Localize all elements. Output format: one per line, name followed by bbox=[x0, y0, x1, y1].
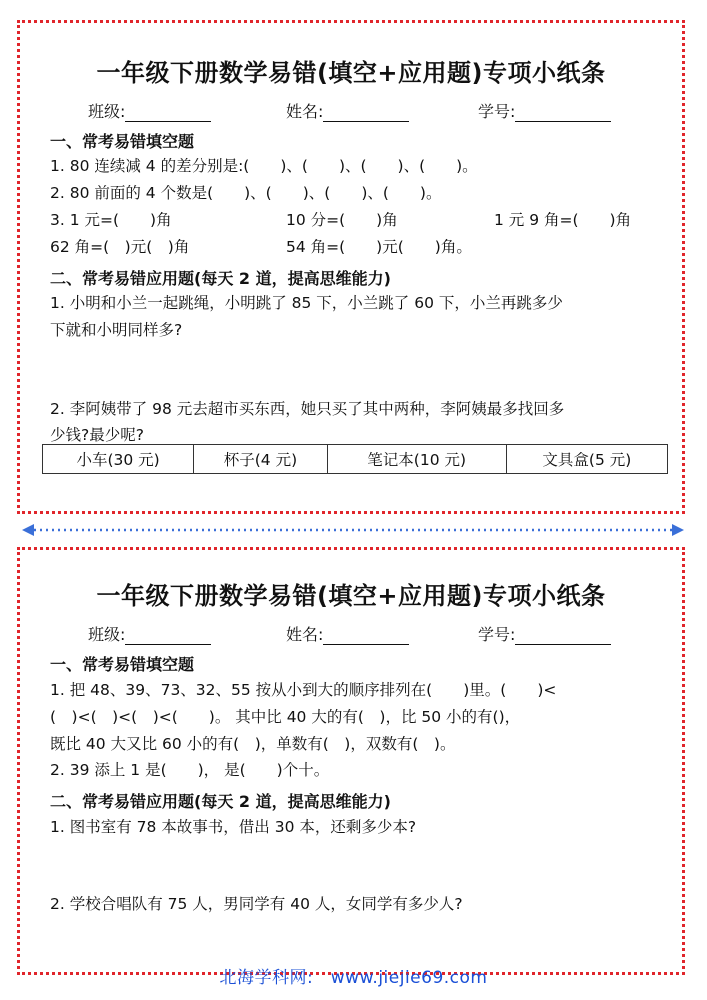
name-blank[interactable] bbox=[323, 105, 409, 122]
question-1: 1. 80 连续减 4 的差分别是:( )、( )、( )、( )。 bbox=[50, 157, 478, 175]
left-arrow-icon bbox=[22, 524, 34, 536]
word-problem-2-line-1: 2. 李阿姨带了 98 元去超市买东西，她只买了其中两种，李阿姨最多找回多 bbox=[50, 400, 565, 418]
question-3b: 10 分=( )角 bbox=[286, 211, 398, 229]
section-fill-in-heading: 一、常考易错填空题 bbox=[50, 132, 195, 151]
class-blank[interactable] bbox=[125, 105, 211, 122]
right-arrow-icon bbox=[672, 524, 684, 536]
question-1-line-2: ( )<( )<( )<( )。 其中比 40 大的有( )，比 50 小的有()， bbox=[50, 708, 521, 726]
class-label: 班级: bbox=[88, 102, 126, 121]
id-label: 学号: bbox=[478, 625, 516, 644]
table-row bbox=[43, 445, 668, 474]
worksheet-title: 一年级下册数学易错(填空+应用题)专项小纸条 bbox=[96, 59, 606, 87]
section-word-problems-heading: 二、常考易错应用题(每天 2 道，提高思维能力) bbox=[50, 269, 391, 288]
word-problem-1-line-1: 1. 小明和小兰一起跳绳，小明跳了 85 下，小兰跳了 60 下，小兰再跳多少 bbox=[50, 294, 563, 312]
name-blank[interactable] bbox=[323, 628, 409, 645]
name-field[interactable] bbox=[286, 99, 409, 122]
price-cell-notebook: 笔记本(10 元) bbox=[327, 445, 506, 474]
price-cell-pencil-box: 文具盒(5 元) bbox=[506, 445, 667, 474]
question-3c: 1 元 9 角=( )角 bbox=[494, 211, 632, 229]
price-cell-car: 小车(30 元) bbox=[43, 445, 194, 474]
class-field[interactable] bbox=[88, 622, 211, 645]
name-label: 姓名: bbox=[286, 102, 324, 121]
id-field[interactable] bbox=[478, 622, 611, 645]
name-label: 姓名: bbox=[286, 625, 324, 644]
worksheet-title: 一年级下册数学易错(填空+应用题)专项小纸条 bbox=[96, 582, 606, 610]
class-blank[interactable] bbox=[125, 628, 211, 645]
name-field[interactable] bbox=[286, 622, 409, 645]
question-1-line-3: 既比 40 大又比 60 小的有( )，单数有( )，双数有( )。 bbox=[50, 735, 456, 753]
question-2: 2. 39 添上 1 是( )， 是( )个十。 bbox=[50, 761, 330, 779]
class-field[interactable] bbox=[88, 99, 211, 122]
id-blank[interactable] bbox=[515, 105, 611, 122]
question-3d: 62 角=( )元( )角 bbox=[50, 238, 190, 256]
class-label: 班级: bbox=[88, 625, 126, 644]
footer-watermark: 北海学科网: www.jiejie69.com bbox=[219, 968, 488, 988]
word-problem-2-line-2: 少钱?最少呢? bbox=[50, 426, 144, 444]
price-cell-cup: 杯子(4 元) bbox=[194, 445, 327, 474]
id-label: 学号: bbox=[478, 102, 516, 121]
question-1-line-1: 1. 把 48、39、73、32、55 按从小到大的顺序排列在( )里。( )< bbox=[50, 681, 557, 699]
worksheet-card-1 bbox=[17, 20, 685, 514]
question-3e: 54 角=( )元( )角。 bbox=[286, 238, 472, 256]
section-word-problems-heading: 二、常考易错应用题(每天 2 道，提高思维能力) bbox=[50, 792, 391, 811]
word-problem-2: 2. 学校合唱队有 75 人，男同学有 40 人，女同学有多少人? bbox=[50, 895, 463, 913]
question-2: 2. 80 前面的 4 个数是( )、( )、( )、( )。 bbox=[50, 184, 442, 202]
worksheet-card-2 bbox=[17, 547, 685, 975]
id-field[interactable] bbox=[478, 99, 611, 122]
word-problem-1-line-2: 下就和小明同样多? bbox=[50, 321, 183, 339]
price-table bbox=[42, 444, 668, 474]
section-fill-in-heading: 一、常考易错填空题 bbox=[50, 655, 195, 674]
id-blank[interactable] bbox=[515, 628, 611, 645]
word-problem-1: 1. 图书室有 78 本故事书，借出 30 本，还剩多少本? bbox=[50, 818, 417, 836]
dotted-arrow-separator bbox=[22, 522, 684, 538]
question-3a: 3. 1 元=( )角 bbox=[50, 211, 172, 229]
